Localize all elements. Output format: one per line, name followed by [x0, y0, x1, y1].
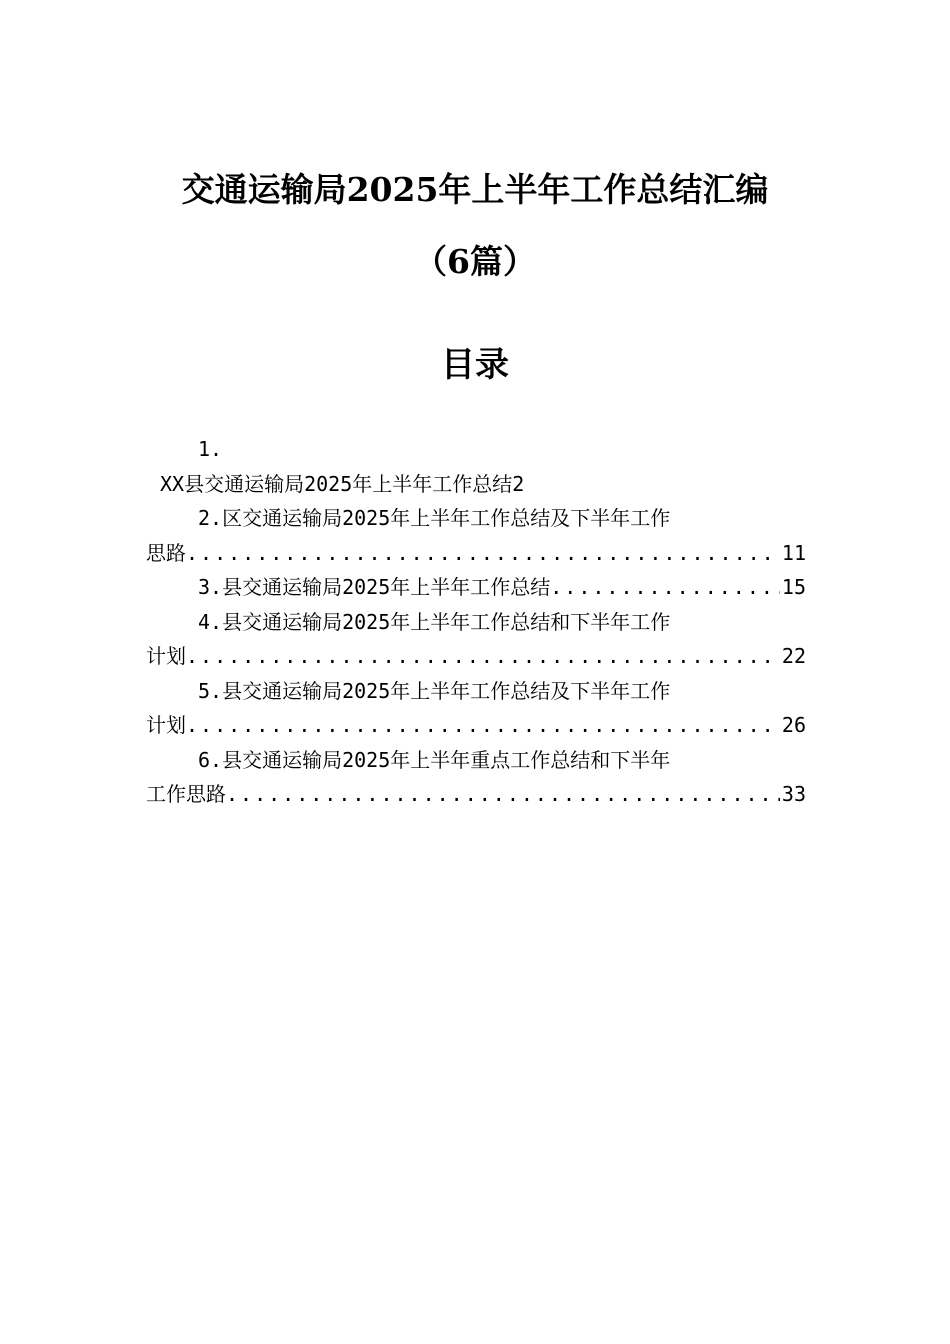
toc-entry-page: 22 [781, 644, 806, 668]
toc-entry-4-line-2[interactable] [146, 639, 806, 674]
toc-entry-3[interactable] [146, 570, 806, 605]
toc-entry-5-line-2[interactable] [146, 708, 806, 743]
toc-entry-4-line-1[interactable] [146, 605, 806, 640]
toc-entry-number: 6. [198, 747, 223, 772]
toc-entry-page: 33 [781, 782, 806, 806]
toc-entry-text: 区交通运输局2025年上半年工作总结及下半年工作 [222, 506, 671, 530]
toc-entry-number: 1. [198, 437, 223, 461]
toc-entry-2-line-2[interactable] [146, 536, 806, 571]
toc-entry-6-line-2[interactable] [146, 777, 806, 812]
document-title: 交通运输局2025年上半年工作总结汇编 [181, 170, 769, 209]
toc-leader-dots [186, 708, 780, 743]
toc-entry-text: 县交通运输局2025年上半年工作总结 [222, 575, 551, 599]
toc-leader-dots [186, 639, 780, 674]
toc-leader-dots [226, 777, 780, 812]
toc-entry-page: 26 [781, 713, 806, 737]
table-of-contents [146, 432, 806, 812]
toc-entry-text: XX县交通运输局2025年上半年工作总结 [160, 471, 513, 496]
toc-entry-2-line-1[interactable] [146, 501, 806, 536]
toc-entry-page: 11 [781, 540, 806, 565]
toc-leader-dots [550, 570, 780, 605]
toc-entry-1-number-line[interactable] [146, 432, 806, 467]
toc-entry-1[interactable] [146, 467, 806, 502]
toc-heading: 目录 [441, 345, 509, 385]
toc-entry-number: 2. [198, 506, 223, 530]
toc-entry-5-line-1[interactable] [146, 674, 806, 709]
toc-entry-number: 3. [198, 575, 223, 599]
toc-entry-number: 5. [198, 678, 223, 703]
toc-leader-dots [186, 536, 780, 571]
toc-entry-text: 县交通运输局2025年上半年工作总结及下半年工作 [222, 678, 671, 703]
document-subtitle: （6篇） [414, 242, 536, 281]
toc-entry-page: 2 [512, 471, 525, 496]
toc-entry-number: 4. [198, 609, 223, 634]
toc-entry-text-continued: 工作思路 [146, 782, 226, 806]
toc-entry-6-line-1[interactable] [146, 743, 806, 778]
toc-entry-text: 县交通运输局2025年上半年重点工作总结和下半年 [222, 747, 671, 772]
toc-entry-text-continued: 思路 [146, 540, 186, 565]
toc-entry-text: 县交通运输局2025年上半年工作总结和下半年工作 [222, 609, 671, 634]
toc-entry-text-continued: 计划 [146, 644, 186, 668]
toc-entry-page: 15 [781, 575, 806, 599]
toc-entry-text-continued: 计划 [146, 713, 186, 737]
